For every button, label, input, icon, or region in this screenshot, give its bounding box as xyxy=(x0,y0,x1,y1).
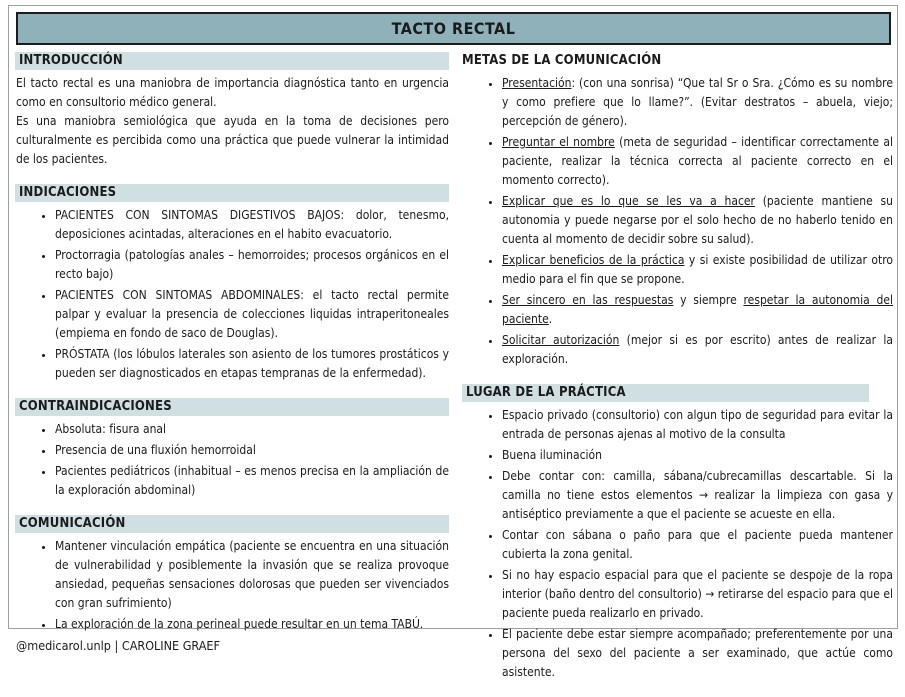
list-item xyxy=(502,74,893,131)
lugar-list xyxy=(462,406,893,682)
section-heading-introduccion: INTRODUCCIÓN xyxy=(15,52,449,70)
plain-text: . xyxy=(548,312,553,326)
contraindicaciones-list xyxy=(15,420,449,500)
comunicacion-list xyxy=(15,537,449,634)
intro-paragraph: Es una maniobra semiológica que ayuda en la toma de decisiones pero culturalmente es percibida como una práctica que puede vulnerar la intimidad de los pacientes. xyxy=(16,114,449,166)
list-item xyxy=(502,192,893,249)
underlined-text: Solicitar autorización xyxy=(502,333,620,347)
plain-text: (meta de seguridad – identificar correctamente al paciente, realizar la técnica correcta al paciente correcto en el momento correcto). xyxy=(502,135,893,187)
plain-text: : (con una sonrisa) “Que tal Sr o Sra. ¿Cómo es su nombre y como prefiere que lo llame?”. (Evitar destratos – abuela, viejo; percepción de género). xyxy=(502,76,893,128)
list-item: • Contar con sábana o paño para que el paciente pueda mantener cubierta la zona genital. xyxy=(502,526,893,564)
list-item: • PACIENTES CON SINTOMAS ABDOMINALES: el tacto rectal permite palpar y evaluar la presencia de colecciones liquidas intraperitoneales (empiema en fondo de saco de Douglas). xyxy=(55,286,449,343)
left-column xyxy=(15,52,449,697)
list-item: • Si no hay espacio espacial para que el paciente se despoje de la ropa interior (baño dentro del consultorio) → retirarse del espacio para que el paciente pueda realizarlo en privado. xyxy=(502,566,893,623)
list-item xyxy=(502,133,893,190)
list-item: • Presencia de una fluxión hemorroidal xyxy=(55,441,449,460)
section-heading-contraindicaciones: CONTRAINDICACIONES xyxy=(15,398,449,416)
list-item: • PACIENTES CON SINTOMAS DIGESTIVOS BAJOS: dolor, tenesmo, deposiciones acintadas, alteraciones en el habito evacuatorio. xyxy=(55,206,449,244)
plain-text: y si existe posibilidad de utilizar otro medio para el fin que se propone. xyxy=(502,253,893,286)
list-item: • Absoluta: fisura anal xyxy=(55,420,449,439)
section-introduccion xyxy=(15,52,449,169)
list-item xyxy=(502,291,893,329)
list-item xyxy=(502,331,893,369)
list-item: • Proctorragia (patologías anales – hemorroides; procesos orgánicos en el recto bajo) xyxy=(55,246,449,284)
underlined-text: Preguntar el nombre xyxy=(502,135,615,149)
list-item xyxy=(502,251,893,289)
section-comunicacion xyxy=(15,515,449,634)
plain-text: y siempre xyxy=(673,293,744,307)
plain-text: (paciente mantiene su autonomia y puede negarse por el solo hecho de no haberlo tenido en cuenta al momento de decidir sobre su salud). xyxy=(502,194,894,246)
underlined-text: respetar la autonomia del paciente xyxy=(502,293,893,326)
section-heading-indicaciones: INDICACIONES xyxy=(15,184,449,202)
list-item: • PRÓSTATA (los lóbulos laterales son asiento de los tumores prostáticos y pueden ser diagnosticados en etapas tempranas de la enfermedad). xyxy=(55,345,449,383)
right-column xyxy=(462,52,893,697)
section-heading-metas: METAS DE LA COMUNICACIÓN xyxy=(462,53,662,68)
section-heading-comunicacion: COMUNICACIÓN xyxy=(15,515,449,533)
list-item: • Debe contar con: camilla, sábana/cubrecamillas descartable. Si la camilla no tiene estos elementos → realizar la limpieza con gasa y antiséptico previamente a que el paciente se acueste en ella. xyxy=(502,467,893,524)
section-metas-comunicacion xyxy=(462,52,893,369)
indicaciones-list xyxy=(15,206,449,383)
underlined-text: Presentación xyxy=(502,76,572,90)
intro-paragraph: El tacto rectal es una maniobra de importancia diagnóstica tanto en urgencia como en consultorio médico general. xyxy=(16,76,449,109)
plain-text: (mejor si es por escrito) antes de realizar la exploración. xyxy=(502,333,894,366)
section-contraindicaciones xyxy=(15,398,449,500)
section-heading-lugar: LUGAR DE LA PRÁCTICA xyxy=(462,384,869,402)
underlined-text: Explicar beneficios de la práctica xyxy=(502,253,685,267)
list-item: • Pacientes pediátricos (inhabitual – es menos precisa en la ampliación de la exploración abdominal) xyxy=(55,462,449,500)
section-indicaciones xyxy=(15,184,449,383)
list-item: • Buena iluminación xyxy=(502,446,893,465)
list-item: • Mantener vinculación empática (paciente se encuentra en una situación de vulnerabilidad y posiblemente la invasión que se realiza provoque ansiedad, pequeñas sensaciones dolorosas que pueden ser vivenciados con gran sufrimiento) xyxy=(55,537,449,613)
document-page xyxy=(8,5,898,679)
underlined-text: Ser sincero en las respuestas xyxy=(502,293,674,307)
metas-list xyxy=(462,74,893,369)
list-item: • Espacio privado (consultorio) con algun tipo de seguridad para evitar la entrada de personas ajenas al motivo de la consulta xyxy=(502,406,893,444)
section-lugar-practica xyxy=(462,384,893,682)
list-item: • El paciente debe estar siempre acompañado; preferentemente por una persona del sexo del paciente a ser examinado, que actúe como asistente. xyxy=(502,625,893,682)
list-item: • La exploración de la zona perineal puede resultar en un tema TABÚ. xyxy=(55,615,449,634)
document-title-bar xyxy=(16,12,891,45)
two-column-layout xyxy=(14,52,893,697)
footer-credit: @medicarol.unlp | CAROLINE GRAEF xyxy=(16,638,220,653)
page-title: TACTO RECTAL xyxy=(391,19,516,38)
underlined-text: Explicar que es lo que se les va a hacer xyxy=(502,194,755,208)
